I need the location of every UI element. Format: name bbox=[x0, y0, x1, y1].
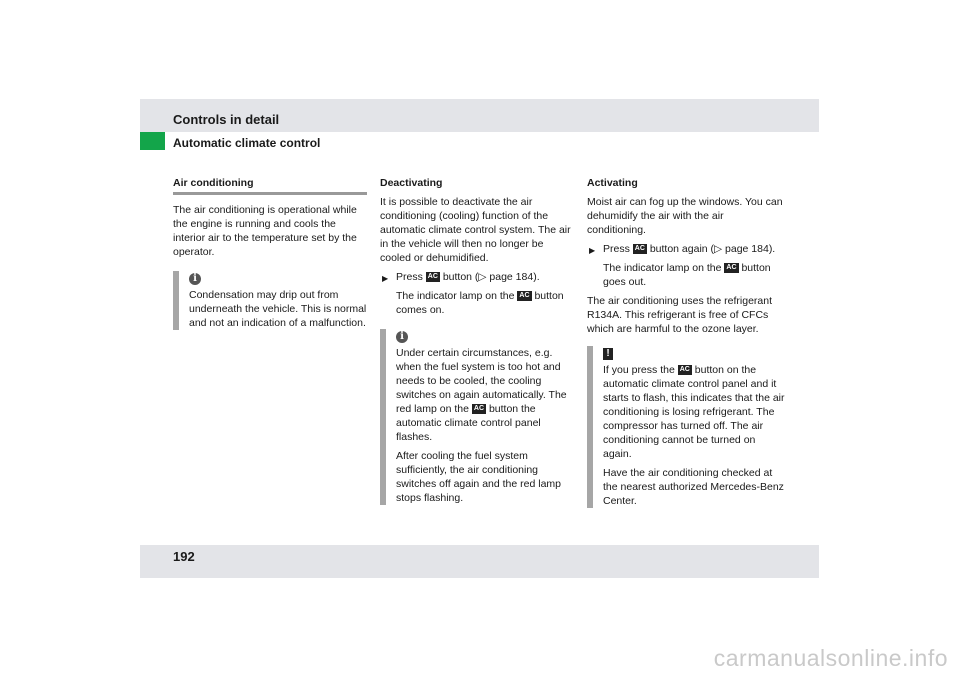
note-bar bbox=[380, 329, 386, 505]
ac-button-icon: AC bbox=[679, 366, 690, 374]
activating-paragraph: Moist air can fog up the windows. You can dehumidify the air with the air conditioning. bbox=[587, 196, 783, 236]
ac-button-icon: AC bbox=[519, 292, 530, 300]
result-text: button comes on. bbox=[396, 290, 564, 316]
step-text: Press bbox=[396, 271, 423, 283]
step-press-ac bbox=[380, 270, 574, 284]
warning-note bbox=[587, 346, 785, 508]
column-1 bbox=[173, 176, 367, 336]
section-marker bbox=[140, 132, 165, 150]
bullet-arrow-icon: ▶ bbox=[589, 246, 596, 255]
column-3 bbox=[587, 176, 785, 514]
note-text-part: Under certain circumstances, e.g. when the fuel system is too hot and needs to be cooled, the cooling switches on again automatically. The red lamp on the bbox=[396, 347, 567, 415]
info-note bbox=[380, 329, 574, 505]
ac-button-icon: AC bbox=[473, 405, 485, 413]
note-text: After cooling the fuel system sufficiently, the air conditioning switches off again and the red lamp stops flashing. bbox=[396, 450, 561, 504]
info-note bbox=[173, 271, 367, 330]
step-text: Press bbox=[603, 243, 630, 255]
note-bar bbox=[587, 346, 593, 508]
subsection-title: Automatic climate control bbox=[173, 136, 321, 150]
warning-text-part: If you press the bbox=[603, 364, 675, 376]
note-bar bbox=[173, 271, 179, 330]
footer-band bbox=[140, 545, 819, 578]
warning-text: Have the air conditioning checked at the nearest authorized Mercedes-Benz Center. bbox=[603, 467, 784, 507]
activating-heading: Activating bbox=[587, 177, 638, 189]
ac-button-icon: AC bbox=[726, 264, 737, 272]
deactivating-heading: Deactivating bbox=[380, 177, 443, 189]
ac-button-icon: AC bbox=[634, 245, 645, 253]
note-text-part: button the automatic climate control panel flashes. bbox=[396, 403, 541, 443]
step-text: button (▷ page 184). bbox=[442, 271, 540, 283]
info-icon: i bbox=[396, 331, 408, 343]
step-result bbox=[380, 289, 574, 317]
step-press-ac-again bbox=[587, 242, 785, 256]
result-text: The indicator lamp on the bbox=[396, 290, 515, 302]
page-number: 192 bbox=[173, 549, 195, 564]
ac-button-icon: AC bbox=[427, 273, 438, 281]
note-text: Condensation may drip out from underneath the vehicle. This is normal and not an indication of a malfunction. bbox=[189, 289, 367, 329]
result-text: The indicator lamp on the bbox=[603, 262, 722, 274]
warning-text bbox=[603, 363, 785, 461]
air-conditioning-heading: Air conditioning bbox=[173, 176, 367, 195]
watermark: carmanualsonline.info bbox=[713, 645, 948, 671]
step-result bbox=[587, 261, 785, 289]
bullet-arrow-icon: ▶ bbox=[382, 274, 389, 283]
column-2 bbox=[380, 176, 574, 511]
warning-icon: ! bbox=[603, 348, 613, 360]
section-title: Controls in detail bbox=[173, 112, 280, 127]
step-text: button again (▷ page 184). bbox=[649, 243, 776, 255]
refrigerant-paragraph: The air conditioning uses the refrigerant R134A. This refrigerant is free of CFCs which are harmful to the ozone layer. bbox=[587, 295, 773, 335]
deactivating-paragraph: It is possible to deactivate the air conditioning (cooling) function of the automatic climate control system. The air in the vehicle will then no longer be cooled or dehumidified. bbox=[380, 196, 571, 264]
result-text: button goes out. bbox=[603, 262, 771, 288]
note-text bbox=[396, 346, 574, 444]
warning-text-part: button on the automatic climate control panel and it starts to flash, this indicates that the air conditioning is losing refrigerant. The compressor has turned off. The air conditioning cannot be turned on again. bbox=[603, 364, 785, 460]
intro-paragraph: The air conditioning is operational while the engine is running and cools the interior air to the temperature set by the operator. bbox=[173, 204, 357, 258]
info-icon: i bbox=[189, 273, 201, 285]
